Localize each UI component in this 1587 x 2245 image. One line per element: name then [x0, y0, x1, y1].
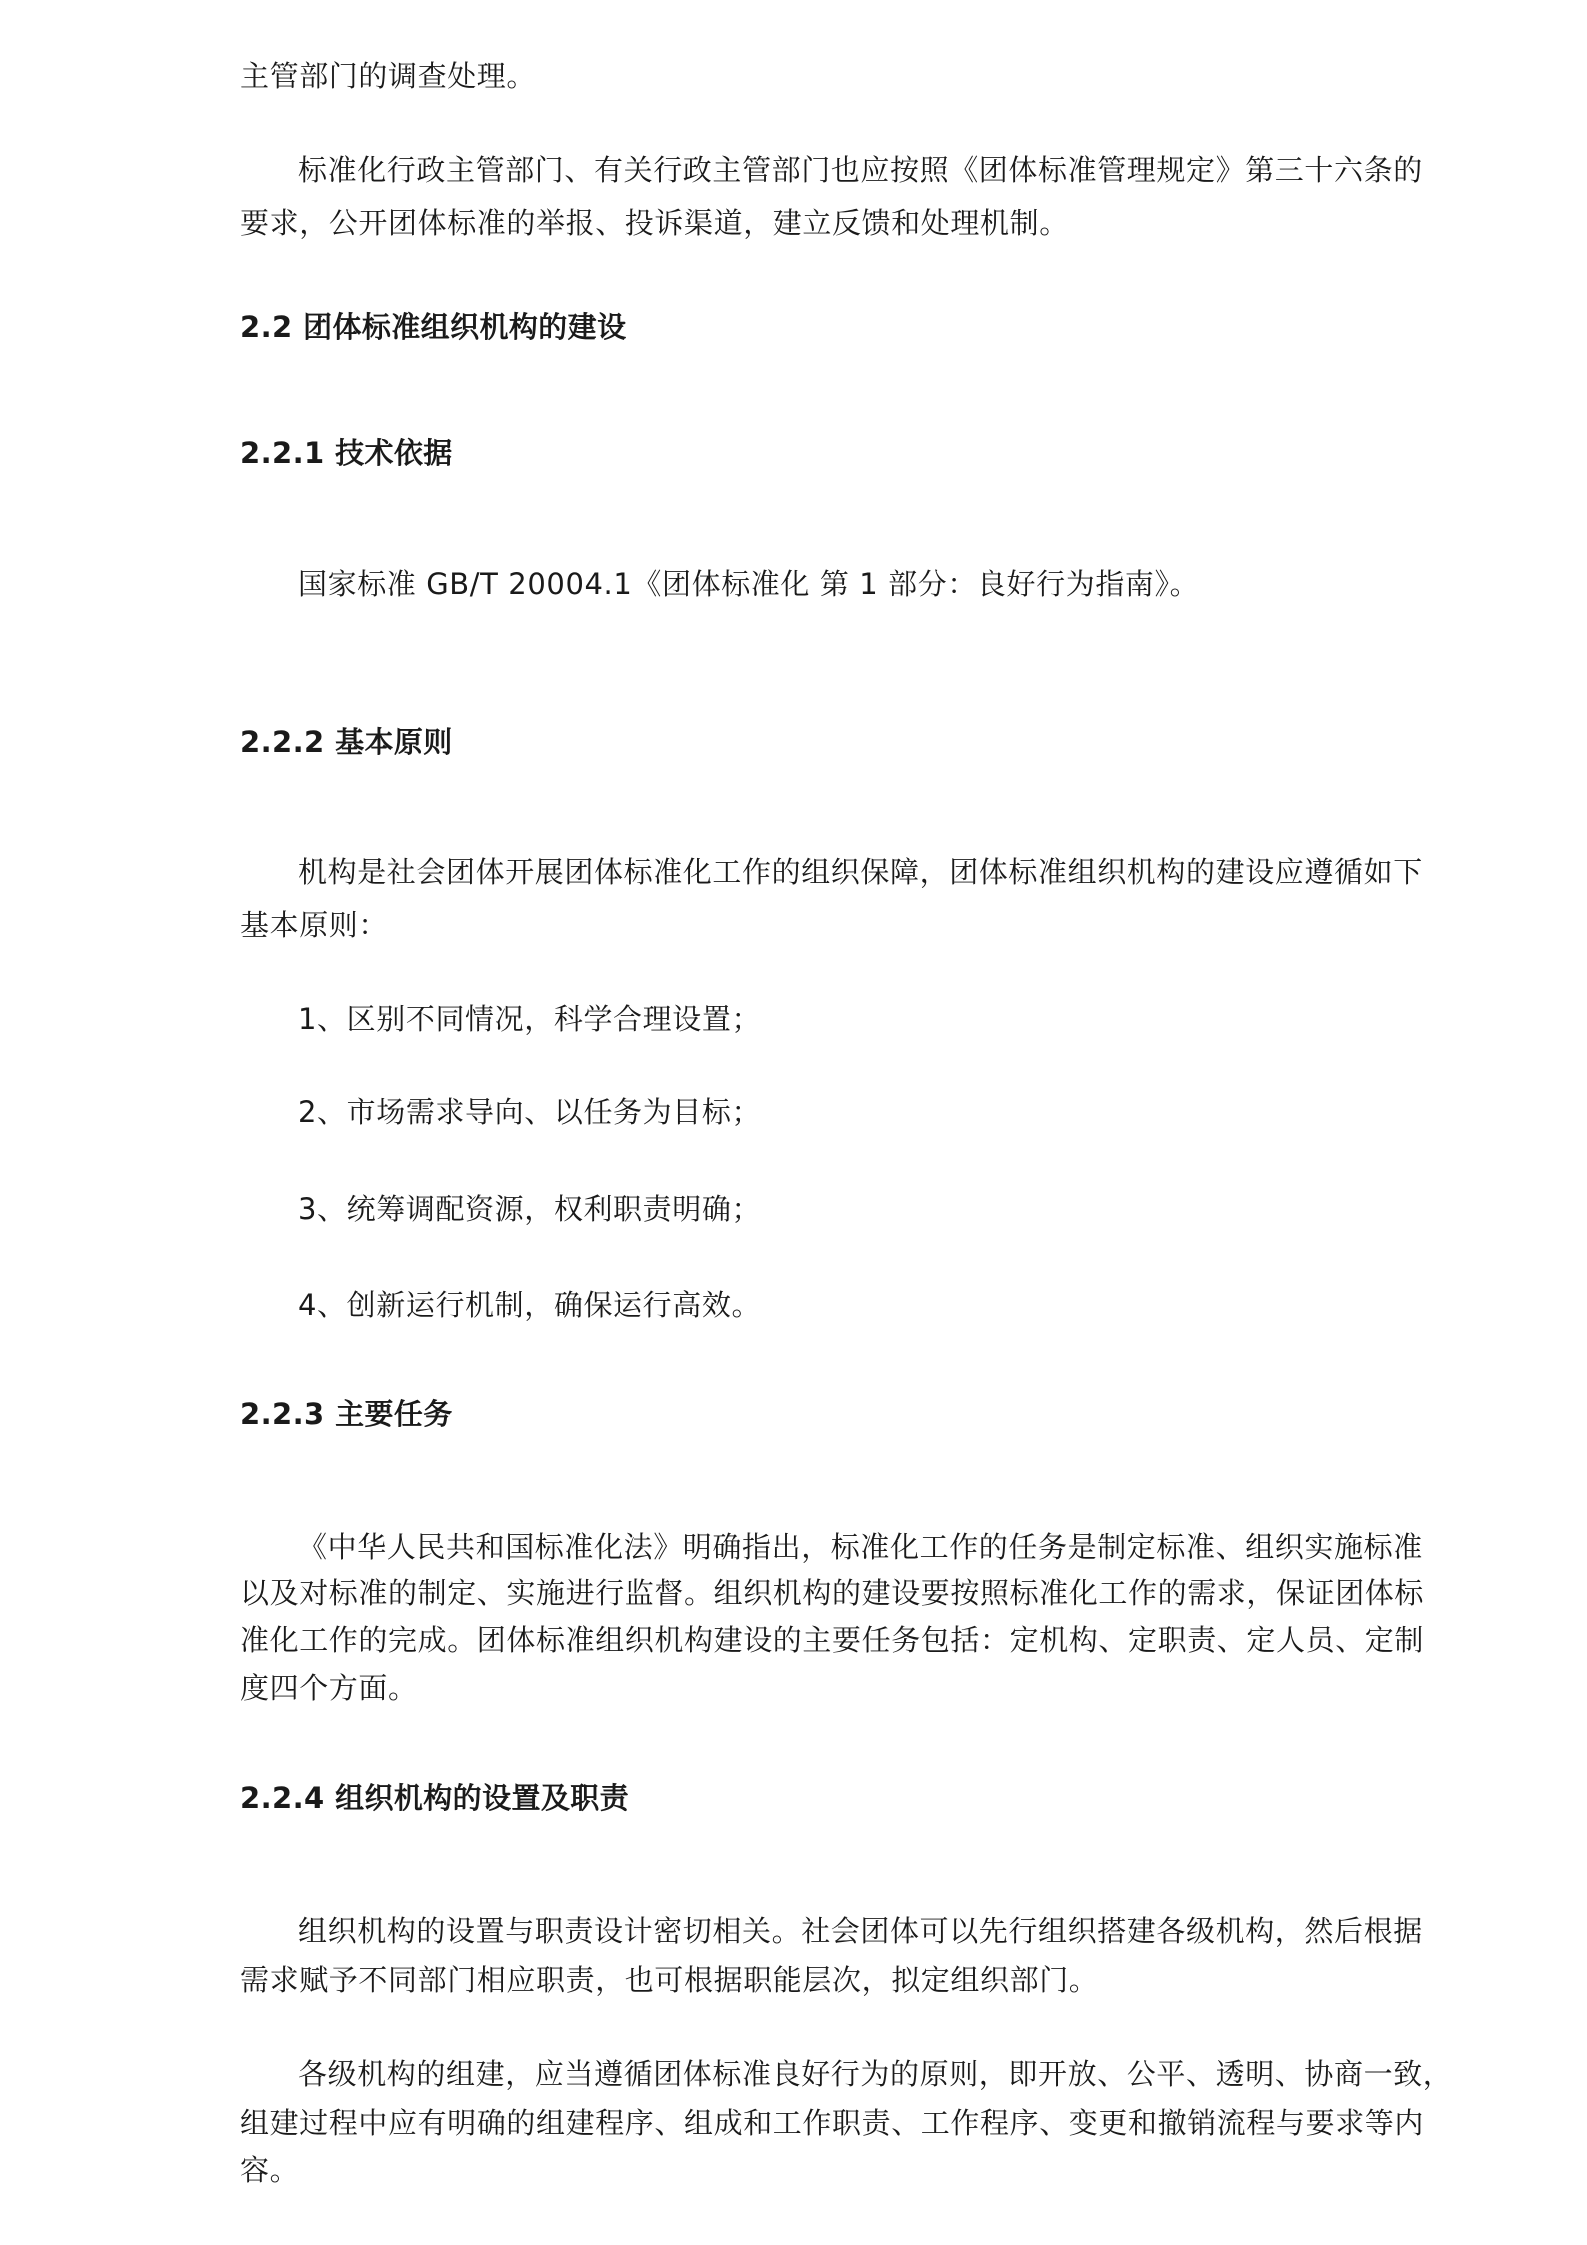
paragraph-continuation-line: 主管部门的调查处理。 — [240, 59, 537, 93]
paragraph-line: 组建过程中应有明确的组建程序、组成和工作职责、工作程序、变更和撤销流程与要求等内 — [240, 2106, 1425, 2140]
paragraph-line: 基本原则： — [240, 908, 389, 942]
paragraph-line: 度四个方面。 — [240, 1671, 418, 1705]
paragraph-line: 需求赋予不同部门相应职责，也可根据职能层次，拟定组织部门。 — [240, 1963, 1099, 1997]
paragraph-line: 以及对标准的制定、实施进行监督。组织机构的建设要按照标准化工作的需求，保证团体标 — [240, 1576, 1425, 1610]
paragraph-line: 组织机构的设置与职责设计密切相关。社会团体可以先行组织搭建各级机构，然后根据 — [298, 1914, 1423, 1948]
list-item: 1、区别不同情况，科学合理设置； — [298, 1002, 762, 1036]
paragraph-line: 国家标准 GB/T 20004.1《团体标准化 第 1 部分：良好行为指南》。 — [298, 567, 1200, 601]
paragraph-line: 容。 — [240, 2153, 300, 2187]
paragraph-line: 要求，公开团体标准的举报、投诉渠道，建立反馈和处理机制。 — [240, 206, 1069, 240]
list-item: 3、统筹调配资源，权利职责明确； — [298, 1192, 762, 1226]
section-heading-2-2-1: 2.2.1 技术依据 — [240, 436, 453, 470]
list-item: 4、创新运行机制，确保运行高效。 — [298, 1288, 762, 1322]
section-heading-2-2-2: 2.2.2 基本原则 — [240, 725, 453, 759]
paragraph-line: 《中华人民共和国标准化法》明确指出，标准化工作的任务是制定标准、组织实施标准 — [298, 1530, 1423, 1564]
paragraph-line: 标准化行政主管部门、有关行政主管部门也应按照《团体标准管理规定》第三十六条的 — [298, 153, 1423, 187]
section-heading-2-2: 2.2 团体标准组织机构的建设 — [240, 310, 627, 344]
paragraph-line: 准化工作的完成。团体标准组织机构建设的主要任务包括：定机构、定职责、定人员、定制 — [240, 1623, 1425, 1657]
list-item: 2、市场需求导向、以任务为目标； — [298, 1095, 762, 1129]
paragraph-line: 各级机构的组建，应当遵循团体标准良好行为的原则，即开放、公平、透明、协商一致， — [298, 2057, 1453, 2091]
section-heading-2-2-3: 2.2.3 主要任务 — [240, 1397, 453, 1431]
section-heading-2-2-4: 2.2.4 组织机构的设置及职责 — [240, 1781, 630, 1815]
paragraph-line: 机构是社会团体开展团体标准化工作的组织保障，团体标准组织机构的建设应遵循如下 — [298, 855, 1423, 889]
